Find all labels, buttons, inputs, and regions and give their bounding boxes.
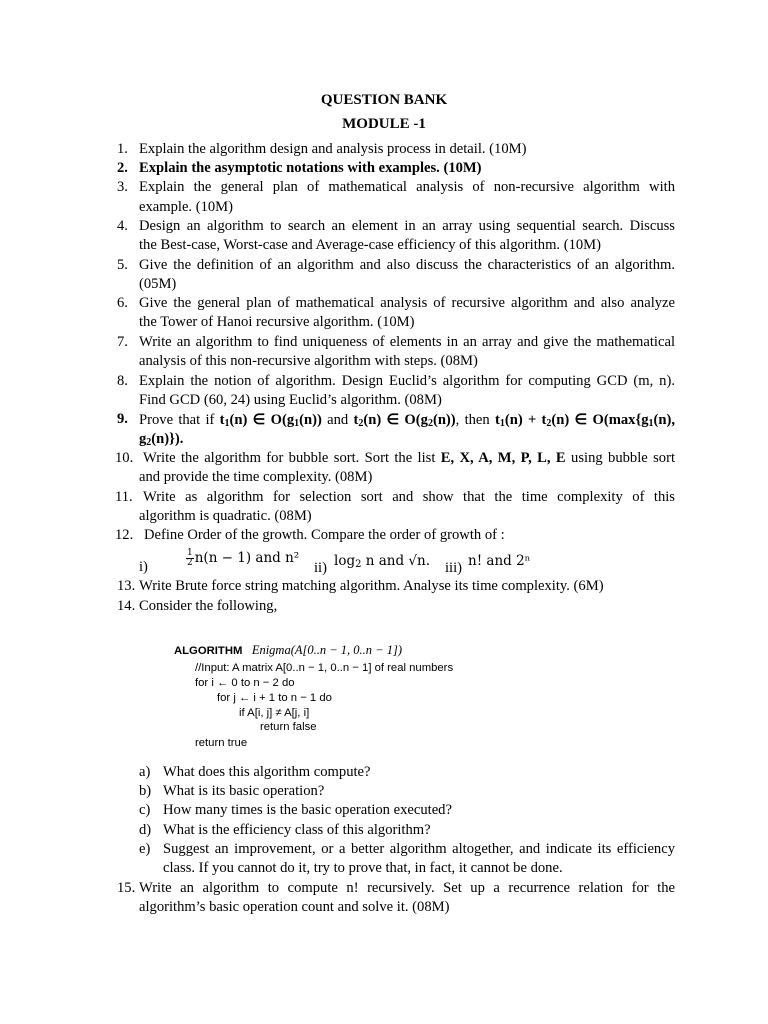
question-number: 11. <box>115 489 133 505</box>
question-number: 10. <box>115 450 134 466</box>
question-number: 13. <box>117 578 136 594</box>
sub-question-label: d) <box>139 822 152 838</box>
question-text: Write Brute force string matching algorithm. Analyse its time complexity. (6M) <box>139 578 604 594</box>
algorithm-for-outer: for i ← 0 to n − 2 do <box>195 677 295 689</box>
question-text-cont: algorithm’s basic operation count and solve it. (08M) <box>139 899 450 915</box>
question-text-cont: example. (10M) <box>139 199 234 215</box>
algorithm-input-comment: //Input: A matrix A[0..n − 1, 0..n − 1] of real numbers <box>195 662 454 674</box>
question-number: 15. <box>117 880 136 896</box>
sub-question-text: Suggest an improvement, or a better algorithm altogether, and indicate its efficiency <box>163 841 675 857</box>
question-number: 7. <box>117 334 128 350</box>
part-ii-expression: $\log_2 n$ and √n. <box>334 553 431 570</box>
question-number: 2. <box>117 160 128 176</box>
question-number: 12. <box>115 527 134 543</box>
module-title: MODULE -1 <box>342 116 426 132</box>
question-number: 14. <box>117 598 136 614</box>
question-text: Explain the notion of algorithm. Design Euclid’s algorithm for computing GCD (m, n). <box>139 373 675 389</box>
sub-question-text: What does this algorithm compute? <box>163 764 371 780</box>
question-text: Explain the asymptotic notations with examples. (10M) <box>139 160 482 176</box>
question-number: 6. <box>117 295 128 311</box>
question-text: Consider the following, <box>139 598 278 614</box>
question-text-cont: Find GCD (60, 24) using Euclid’s algorithm. (08M) <box>139 392 442 408</box>
question-number: 8. <box>117 373 128 389</box>
question-text: Give the definition of an algorithm and also discuss the characteristics of an algorithm. <box>139 257 675 273</box>
question-text-cont: the Tower of Hanoi recursive algorithm. (10M) <box>139 314 415 330</box>
question-text-cont: $g_2(n)$}). <box>139 431 184 448</box>
question-text: Explain the general plan of mathematical analysis of non-recursive algorithm with <box>139 179 675 195</box>
page-title: QUESTION BANK <box>320 92 448 108</box>
sub-question-text-cont: class. If you cannot do it, try to prove that, in fact, it cannot be done. <box>163 860 563 876</box>
question-number: 5. <box>117 257 128 273</box>
algorithm-header: ALGORITHM Enigma(A[0..n − 1, 0..n − 1]) <box>174 643 403 657</box>
question-text: Prove that if $t_1(n)$ ∈ $O(g_1(n))$ and $t_2(n)$ ∈ $O(g_2(n))$, then $t_1(n) + t_2(n)$ ∈ $O(\max\{g_1(n)$, <box>139 412 676 429</box>
sub-question-text: What is its basic operation? <box>163 783 325 799</box>
question-number: 3. <box>117 179 128 195</box>
sub-question-text: How many times is the basic operation executed? <box>163 802 452 818</box>
part-ii-label: ii) <box>314 560 327 576</box>
question-text-cont: analysis of this non-recursive algorithm with steps. (08M) <box>139 353 478 369</box>
algorithm-if: if A[i, j] ≠ A[j, i] <box>239 707 310 719</box>
question-text: Give the general plan of mathematical analysis of recursive algorithm and also analyze <box>139 295 675 311</box>
part-iii-label: iii) <box>445 560 463 576</box>
question-number: 1. <box>117 141 128 157</box>
part-i-label: i) <box>139 559 148 575</box>
algorithm-for-inner: for j ← i + 1 to n − 1 do <box>217 692 332 704</box>
question-text: Define Order of the growth. Compare the order of growth of : <box>144 527 505 543</box>
sub-question-text: What is the efficiency class of this algorithm? <box>163 822 431 838</box>
sub-question-label: a) <box>139 764 151 780</box>
question-text: Write an algorithm to compute n! recursively. Set up a recurrence relation for the <box>139 880 675 896</box>
question-number: 9. <box>117 411 128 427</box>
part-i-expression: $\frac{1}{2}$ n(n − 1) and n² <box>187 548 300 568</box>
question-text-cont: the Best-case, Worst-case and Average-case efficiency of this algorithm. (10M) <box>139 237 602 253</box>
sub-question-label: c) <box>139 802 151 818</box>
question-text: Write as algorithm for selection sort and show that the time complexity of this <box>143 489 675 505</box>
sub-question-label: b) <box>139 783 152 799</box>
question-text: Explain the algorithm design and analysis process in detail. (10M) <box>139 141 527 157</box>
algorithm-return-true: return true <box>195 737 248 749</box>
question-text: Design an algorithm to search an element in an array using sequential search. Discuss <box>139 218 675 234</box>
question-text-cont: algorithm is quadratic. (08M) <box>139 508 312 524</box>
question-text-cont: (05M) <box>139 276 177 292</box>
part-iii-expression: n! and 2ⁿ <box>468 553 531 569</box>
question-text: Write the algorithm for bubble sort. Sort the list E, X, A, M, P, L, E using bubble sort <box>143 450 675 466</box>
algorithm-return-false: return false <box>260 721 317 733</box>
sub-question-label: e) <box>139 841 151 857</box>
question-text: Write an algorithm to find uniqueness of elements in an array and give the mathematical <box>139 334 675 350</box>
question-number: 4. <box>117 218 128 234</box>
question-text-cont: and provide the time complexity. (08M) <box>139 469 373 485</box>
